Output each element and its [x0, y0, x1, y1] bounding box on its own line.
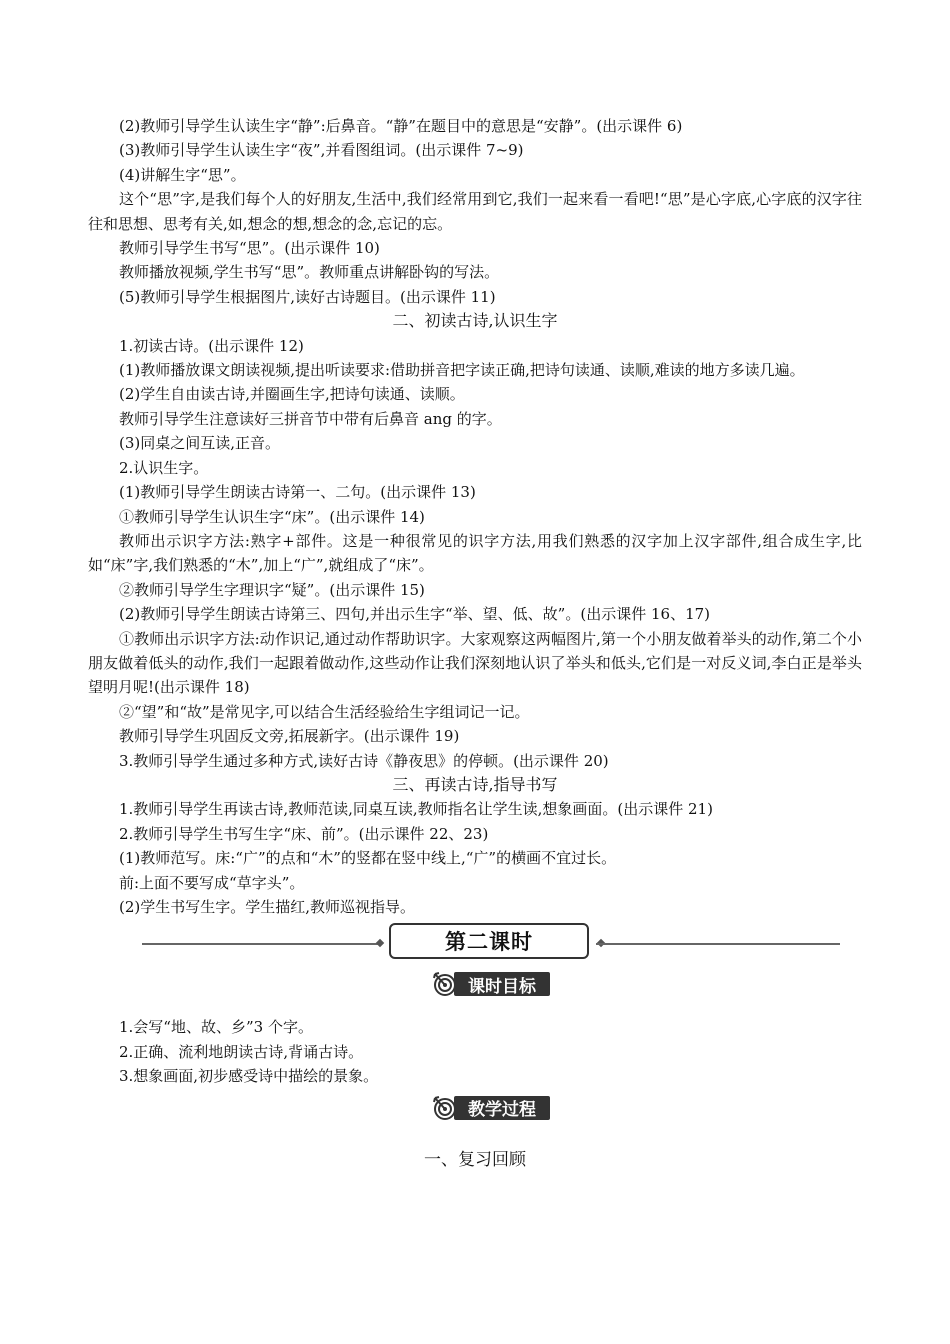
paragraph: ①教师引导学生认识生字“床”。(出示课件 14)	[119, 507, 425, 526]
paragraph: (1)教师播放课文朗读视频,提出听读要求:借助拼音把字读正确,把诗句读通、读顺,难读的地方多读几遍。	[119, 361, 805, 380]
paragraph: 教师播放视频,学生书写“思”。教师重点讲解卧钩的写法。	[119, 263, 500, 282]
paragraph: (3)教师引导学生认读生字“夜”,并看图组词。(出示课件 7~9)	[119, 141, 524, 160]
paragraph: ②“望”和“故”是常见字,可以结合生活经验给生字组词记一记。	[119, 702, 530, 721]
paragraph: (2)教师引导学生朗读古诗第三、四句,并出示生字“举、望、低、故”。(出示课件 16、17)	[119, 605, 711, 624]
process-tag	[432, 1095, 550, 1121]
goals-tag-row	[88, 967, 862, 1001]
paragraph: 1.初读古诗。(出示课件 12)	[119, 336, 304, 355]
paragraph: (4)讲解生字“思”。	[119, 165, 246, 184]
paragraph: (2)教师引导学生认读生字“静”:后鼻音。“静”在题目中的意思是“安静”。(出示课件 6)	[119, 117, 683, 135]
paragraph: (2)学生自由读古诗,并圈画生字,把诗句读通、读顺。	[119, 385, 465, 404]
section-heading: 一、复习回顾	[424, 1149, 526, 1170]
goal-item: 3.想象画面,初步感受诗中描绘的景象。	[119, 1067, 379, 1086]
paragraph: 教师引导学生书写“思”。(出示课件 10)	[119, 239, 380, 258]
goal-item: 2.正确、流利地朗读古诗,背诵古诗。	[119, 1042, 364, 1061]
section-heading: 三、再读古诗,指导书写	[392, 774, 558, 794]
banner-title: 第二课时	[389, 923, 589, 959]
goals-tag-label: 课时目标	[454, 972, 550, 996]
paragraph: (1)教师引导学生朗读古诗第一、二句。(出示课件 13)	[119, 483, 476, 502]
goals-tag	[432, 971, 550, 997]
goal-item: 1.会写“地、故、乡”3 个字。	[119, 1018, 313, 1037]
banner-dot-left	[376, 939, 384, 947]
paragraph: 2.认识生字。	[119, 458, 209, 477]
paragraph: 教师引导学生巩固反文旁,拓展新字。(出示课件 19)	[119, 727, 460, 746]
paragraph: (1)教师范写。床:“广”的点和“木”的竖都在竖中线上,“广”的横画不宜过长。	[119, 849, 617, 868]
paragraph: 1.教师引导学生再读古诗,教师范读,同桌互读,教师指名让学生读,想象画面。(出示课件 21)	[119, 800, 713, 819]
lesson-content	[88, 114, 862, 1173]
paragraph: (5)教师引导学生根据图片,读好古诗题目。(出示课件 11)	[119, 287, 496, 306]
section-heading: 二、初读古诗,认识生字	[392, 311, 558, 331]
paragraph: 2.教师引导学生书写生字“床、前”。(出示课件 22、23)	[119, 824, 489, 843]
paragraph: 前:上面不要写成“草字头”。	[119, 873, 305, 892]
paragraph: (2)学生书写生字。学生描红,教师巡视指导。	[119, 898, 416, 916]
banner-divider-left	[142, 943, 380, 945]
paragraph: 这个“思”字,是我们每个人的好朋友,生活中,我们经常用到它,我们一起来看一看吧!“思”是心字底,心字底的汉字往往和思想、思考有关,如,想念的想,想念的念,忘记的忘。	[88, 190, 862, 233]
target-icon	[432, 1095, 458, 1121]
banner-divider-right	[596, 943, 840, 945]
target-icon	[432, 971, 458, 997]
paragraph: ②教师引导学生字理识字“疑”。(出示课件 15)	[119, 580, 425, 599]
lesson-banner	[88, 921, 862, 967]
paragraph: (3)同桌之间互读,正音。	[119, 434, 281, 453]
process-tag-row	[88, 1091, 862, 1125]
paragraph: 教师引导学生注意读好三拼音节中带有后鼻音 ang 的字。	[119, 409, 502, 428]
paragraph: 3.教师引导学生通过多种方式,读好古诗《静夜思》的停顿。(出示课件 20)	[119, 751, 609, 770]
paragraph: 教师出示识字方法:熟字+部件。这是一种很常见的识字方法,用我们熟悉的汉字加上汉字部件,组合成生字,比如“床”字,我们熟悉的“木”,加上“广”,就组成了“床”。	[88, 531, 862, 575]
process-tag-label: 教学过程	[454, 1096, 550, 1120]
paragraph: ①教师出示识字方法:动作识记,通过动作帮助识字。大家观察这两幅图片,第一个小朋友做着举头的动作,第二个小朋友做着低头的动作,我们一起跟着做动作,这些动作让我们深刻地认识了举头和低头,它们是一对反义词,李白正是举头望明月呢!(出示课件 18)	[88, 629, 862, 697]
